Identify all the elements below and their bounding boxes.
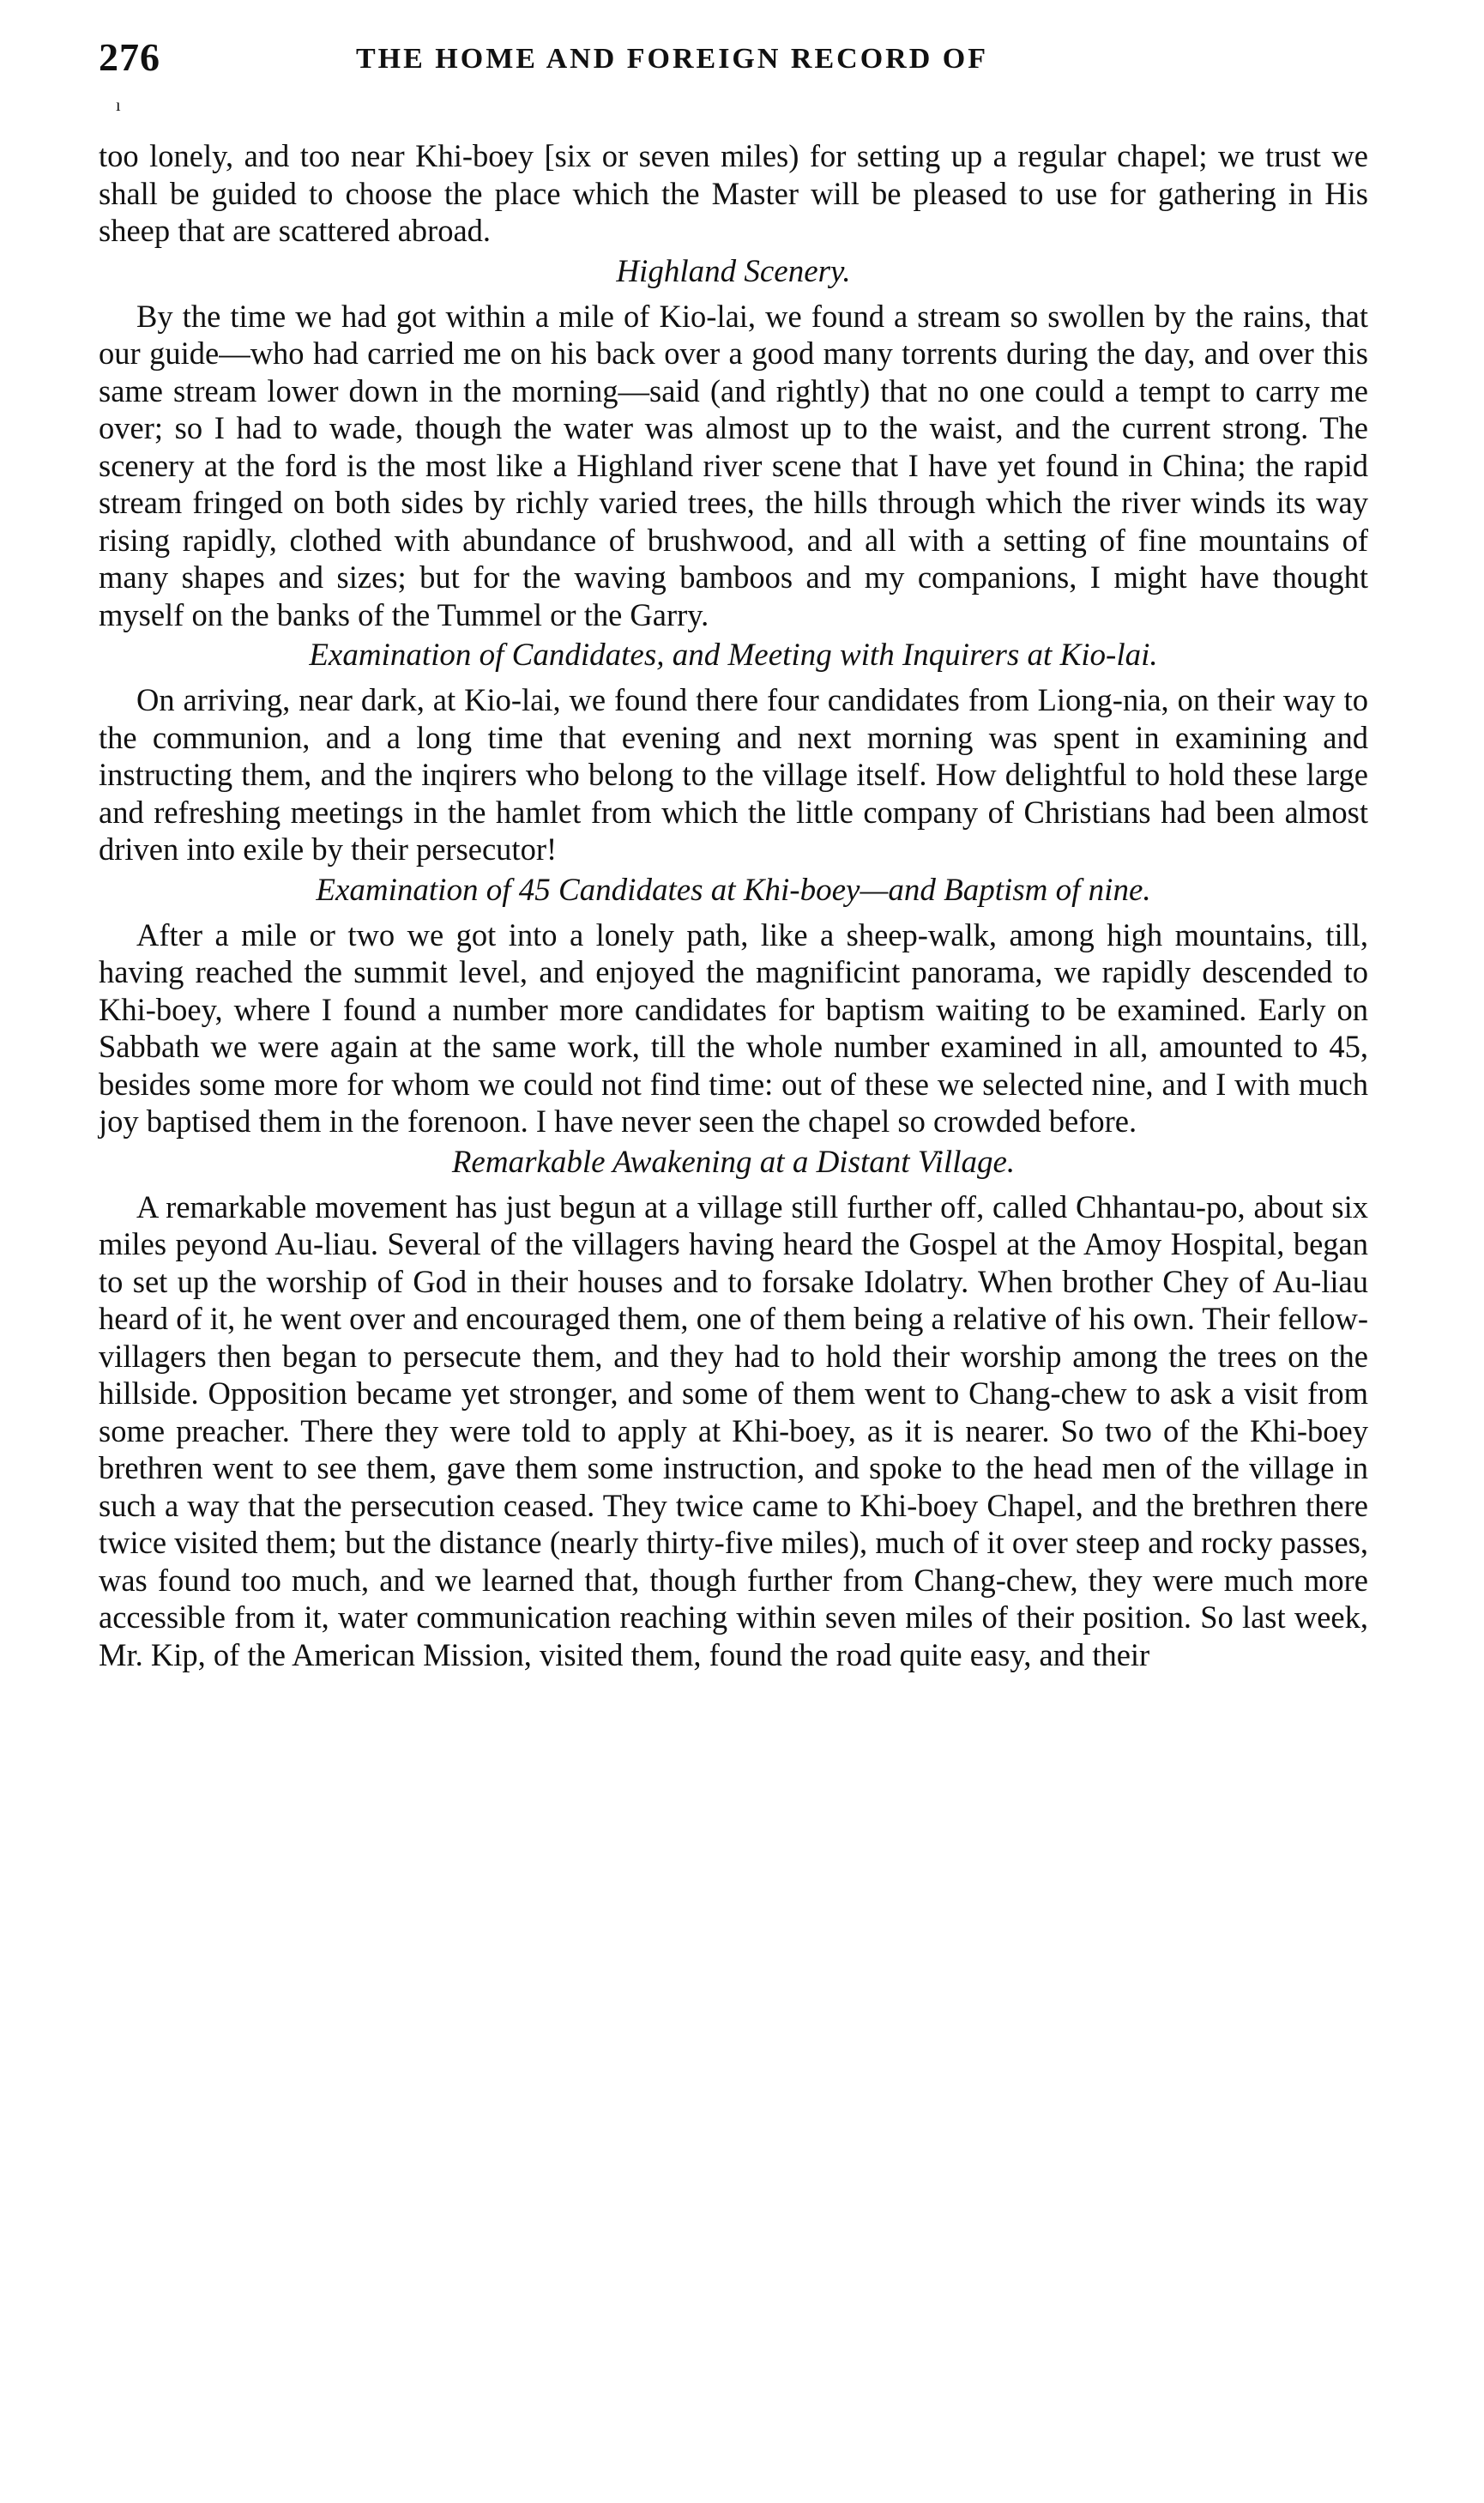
- section-heading-kio-lai-examination: Examination of Candidates, and Meeting with Inquirers at Kio-lai.: [309, 638, 1158, 673]
- section-paragraph-khi-boey-baptism: After a mile or two we got into a lonely path, like a sheep-walk, among high mountains, till, having reached the summit level, and enjoyed the magnificint panorama, we rapidly descended to Khi-boey, where I found a number more candidates for baptism waiting to be examined. Early on Sabbath we were again at the same work, till the whole number examined in all, amounted to 45, besides some more for whom we could not find time: out of these we selected nine, and I with much joy baptised them in the forenoon. I have never seen the chapel so crowded before.: [99, 916, 1368, 1139]
- section-heading-highland-scenery: Highland Scenery.: [616, 253, 851, 289]
- section-paragraph-remarkable-awakening: A remarkable movement has just begun at a village still further off, called Chhantau-po, about six miles peyond Au-liau. Several of the villagers having heard the Gospel at the Amoy Hospital, began to set up the worship of God in their houses and to forsake Idolatry. When brother Chey of Au-liau heard of it, he went over and encouraged them, one of them being a relative of his own. Their fellow-villagers then began to persecute them, and they had to hold their worship among the trees on the hillside. Opposition became yet stronger, and some of them went to Chang-chew to ask a visit from some preacher. There they were told to apply at Khi-boey, as it is nearer. So two of the Khi-boey brethren went to see them, gave them some instruction, and spoke to the head men of the village in such a way that the persecution ceased. They twice came to Khi-boey Chapel, and the brethren there twice visited them; but the distance (nearly thirty-five miles), much of it over steep and rocky passes, was found too much, and we learned that, though further from Chang-chew, they were much more accessible from it, water communication reaching within seven miles of their position. So last week, Mr. Kip, of the American Mission, visited them, found the road quite easy, and their: [99, 1188, 1368, 1672]
- book-page: [99, 34, 1368, 1673]
- running-title: THE HOME AND FOREIGN RECORD OF: [356, 43, 988, 75]
- section-paragraph-kio-lai-examination: On arriving, near dark, at Kio-lai, we found there four candidates from Liong-nia, on their way to the communion, and a long time that evening and next morning was spent in examining and instructing them, and the inqirers who belong to the village itself. How delightful to hold these large and refreshing meetings in the hamlet from which the little company of Christians had been almost driven into exile by their persecutor!: [99, 682, 1368, 867]
- section-paragraph-highland-scenery: By the time we had got within a mile of Kio-lai, we found a stream so swollen by the rains, that our guide—who had carried me on his back over a good many torrents during the day, and over this same stream lower down in the morning—said (and rightly) that no one could a tempt to carry me over; so I had to wade, though the water was almost up to the waist, and the current strong. The scenery at the ford is the most like a Highland river scene that I have yet found in China; the rapid stream fringed on both sides by richly varied trees, the hills through which the river winds its way rising rapidly, clothed with abundance of brushwood, and all with a setting of fine mountains of many shapes and sizes; but for the waving bamboos and my companions, I might have thought myself on the banks of the Tummel or the Garry.: [99, 298, 1368, 632]
- page-number: 276: [99, 35, 160, 79]
- article-body: [99, 137, 1368, 1673]
- section-heading-khi-boey-baptism: Examination of 45 Candidates at Khi-boey—and Baptism of nine.: [316, 872, 1151, 908]
- section-heading-remarkable-awakening: Remarkable Awakening at a Distant Village.: [451, 1144, 1016, 1180]
- running-head: [99, 34, 1368, 115]
- stray-ink-mark: ı: [116, 96, 121, 115]
- opening-paragraph: too lonely, and too near Khi-boey [six or seven miles) for setting up a regular chapel; we trust we shall be guided to choose the place which the Master will be pleased to use for gathering in His sheep that are scattered abroad.: [99, 138, 1368, 248]
